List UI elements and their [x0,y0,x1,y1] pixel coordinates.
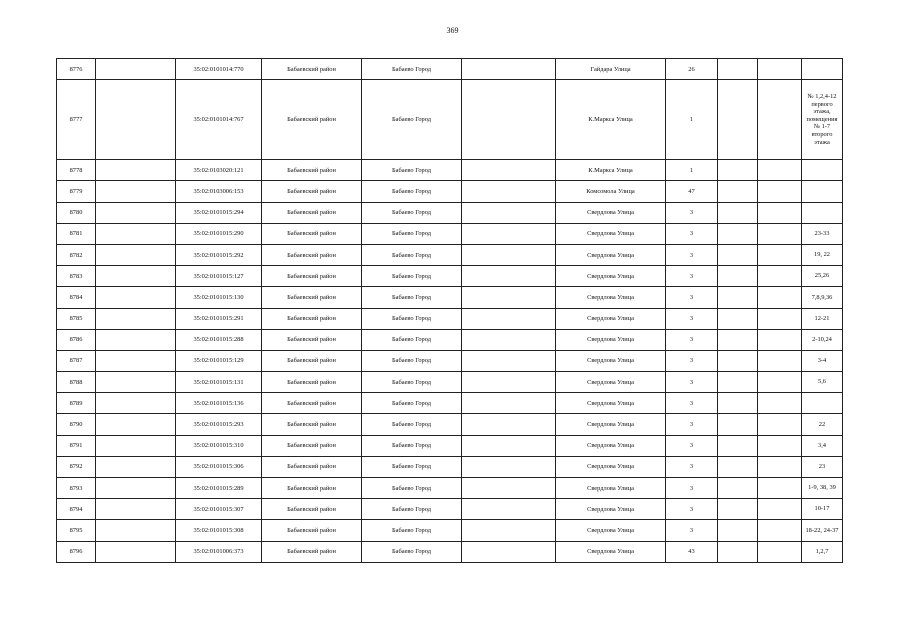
empty-cell [718,372,758,393]
empty-cell [462,202,556,223]
empty-cell [718,181,758,202]
house-number-cell: 3 [666,287,718,308]
premises-note-cell [802,202,843,223]
empty-cell [718,478,758,499]
row-number-cell: 8783 [57,266,96,287]
row-number-cell: 8780 [57,202,96,223]
empty-cell [718,287,758,308]
district-cell: Бабаевский район [262,329,362,350]
house-number-cell: 3 [666,372,718,393]
street-cell: Свердлова Улица [556,223,666,244]
premises-note-cell: 18-22, 24-37 [802,520,843,541]
house-number-cell: 3 [666,266,718,287]
table-row [57,244,843,265]
district-cell: Бабаевский район [262,266,362,287]
empty-cell [96,541,176,562]
table-row [57,541,843,562]
district-cell: Бабаевский район [262,541,362,562]
empty-cell [96,287,176,308]
house-number-cell: 47 [666,181,718,202]
empty-cell [718,223,758,244]
empty-cell [96,160,176,181]
premises-note-cell [802,393,843,414]
row-number-cell: 8794 [57,499,96,520]
premises-note-cell: 22 [802,414,843,435]
table-row [57,308,843,329]
table-row [57,80,843,160]
locality-cell: Бабаево Город [362,202,462,223]
table-row [57,181,843,202]
cadastral-number-cell: 35:02:0101015:306 [176,456,262,477]
row-number-cell: 8792 [57,456,96,477]
premises-note-cell: 23 [802,456,843,477]
row-number-cell: 8778 [57,160,96,181]
street-cell: Гайдара Улица [556,59,666,80]
empty-cell [96,181,176,202]
cadastral-number-cell: 35:02:0101014:770 [176,59,262,80]
empty-cell [758,80,802,160]
cadastral-number-cell: 35:02:0101015:308 [176,520,262,541]
cadastral-number-cell: 35:02:0101015:293 [176,414,262,435]
empty-cell [718,266,758,287]
table-row [57,372,843,393]
district-cell: Бабаевский район [262,393,362,414]
cadastral-number-cell: 35:02:0101015:136 [176,393,262,414]
district-cell: Бабаевский район [262,372,362,393]
row-number-cell: 8795 [57,520,96,541]
empty-cell [96,499,176,520]
locality-cell: Бабаево Город [362,414,462,435]
row-number-cell: 8787 [57,350,96,371]
district-cell: Бабаевский район [262,287,362,308]
empty-cell [96,223,176,244]
empty-cell [96,456,176,477]
street-cell: Свердлова Улица [556,287,666,308]
cadastral-number-cell: 35:02:0101015:131 [176,372,262,393]
table-row [57,59,843,80]
district-cell: Бабаевский район [262,59,362,80]
street-cell: Свердлова Улица [556,541,666,562]
empty-cell [758,160,802,181]
premises-note-cell: 1-9, 38, 39 [802,478,843,499]
empty-cell [718,520,758,541]
empty-cell [96,520,176,541]
cadastral-number-cell: 35:02:0101015:129 [176,350,262,371]
house-number-cell: 3 [666,329,718,350]
street-cell: Свердлова Улица [556,350,666,371]
district-cell: Бабаевский район [262,308,362,329]
house-number-cell: 3 [666,244,718,265]
empty-cell [462,308,556,329]
cadastral-number-cell: 35:02:0101015:127 [176,266,262,287]
empty-cell [96,244,176,265]
district-cell: Бабаевский район [262,478,362,499]
empty-cell [758,456,802,477]
premises-note-cell: 2-10,24 [802,329,843,350]
row-number-cell: 8785 [57,308,96,329]
locality-cell: Бабаево Город [362,478,462,499]
row-number-cell: 8793 [57,478,96,499]
empty-cell [758,414,802,435]
empty-cell [462,160,556,181]
house-number-cell: 3 [666,520,718,541]
empty-cell [718,414,758,435]
empty-cell [718,160,758,181]
street-cell: Свердлова Улица [556,478,666,499]
empty-cell [462,266,556,287]
row-number-cell: 8790 [57,414,96,435]
empty-cell [462,223,556,244]
cadastral-number-cell: 35:02:0101015:130 [176,287,262,308]
row-number-cell: 8796 [57,541,96,562]
cadastral-number-cell: 35:02:0101015:292 [176,244,262,265]
table-row [57,478,843,499]
locality-cell: Бабаево Город [362,287,462,308]
empty-cell [462,350,556,371]
empty-cell [462,414,556,435]
premises-note-cell: 25,26 [802,266,843,287]
empty-cell [96,414,176,435]
empty-cell [462,478,556,499]
street-cell: Свердлова Улица [556,520,666,541]
empty-cell [462,520,556,541]
locality-cell: Бабаево Город [362,160,462,181]
house-number-cell: 3 [666,435,718,456]
empty-cell [718,202,758,223]
street-cell: Свердлова Улица [556,499,666,520]
district-cell: Бабаевский район [262,499,362,520]
premises-note-cell: № 1,2,4-12 первого этажа, помещения № 1-7 второго этажа [802,80,843,160]
street-cell: Свердлова Улица [556,456,666,477]
empty-cell [718,329,758,350]
locality-cell: Бабаево Город [362,181,462,202]
premises-note-cell: 3,4 [802,435,843,456]
district-cell: Бабаевский район [262,435,362,456]
table-row [57,393,843,414]
empty-cell [96,80,176,160]
house-number-cell: 3 [666,350,718,371]
locality-cell: Бабаево Город [362,393,462,414]
row-number-cell: 8781 [57,223,96,244]
empty-cell [758,499,802,520]
house-number-cell: 3 [666,202,718,223]
empty-cell [758,520,802,541]
street-cell: Комсомола Улица [556,181,666,202]
house-number-cell: 3 [666,308,718,329]
empty-cell [96,202,176,223]
empty-cell [96,308,176,329]
table-row [57,414,843,435]
street-cell: Свердлова Улица [556,435,666,456]
empty-cell [758,308,802,329]
premises-note-cell: 7,8,9,36 [802,287,843,308]
premises-note-cell [802,59,843,80]
house-number-cell: 1 [666,160,718,181]
empty-cell [462,435,556,456]
row-number-cell: 8791 [57,435,96,456]
locality-cell: Бабаево Город [362,372,462,393]
street-cell: Свердлова Улица [556,266,666,287]
premises-note-cell: 3-4 [802,350,843,371]
empty-cell [462,244,556,265]
cadastral-number-cell: 35:02:0101015:290 [176,223,262,244]
empty-cell [758,435,802,456]
table-row [57,287,843,308]
street-cell: Свердлова Улица [556,202,666,223]
district-cell: Бабаевский район [262,456,362,477]
empty-cell [96,59,176,80]
house-number-cell: 1 [666,80,718,160]
row-number-cell: 8782 [57,244,96,265]
locality-cell: Бабаево Город [362,350,462,371]
empty-cell [462,372,556,393]
premises-note-cell: 23-33 [802,223,843,244]
empty-cell [718,435,758,456]
street-cell: Свердлова Улица [556,414,666,435]
empty-cell [758,202,802,223]
premises-note-cell: 19, 22 [802,244,843,265]
empty-cell [96,435,176,456]
table-row [57,329,843,350]
cadastral-number-cell: 35:02:0103006:153 [176,181,262,202]
empty-cell [96,478,176,499]
locality-cell: Бабаево Город [362,329,462,350]
empty-cell [462,456,556,477]
row-number-cell: 8788 [57,372,96,393]
locality-cell: Бабаево Город [362,435,462,456]
empty-cell [718,244,758,265]
empty-cell [462,59,556,80]
locality-cell: Бабаево Город [362,223,462,244]
street-cell: К.Маркса Улица [556,80,666,160]
locality-cell: Бабаево Город [362,59,462,80]
house-number-cell: 3 [666,499,718,520]
table-row [57,499,843,520]
cadastral-number-cell: 35:02:0101015:291 [176,308,262,329]
empty-cell [718,393,758,414]
empty-cell [462,499,556,520]
empty-cell [96,393,176,414]
empty-cell [96,266,176,287]
row-number-cell: 8777 [57,80,96,160]
empty-cell [718,350,758,371]
empty-cell [758,350,802,371]
house-number-cell: 3 [666,456,718,477]
cadastral-number-cell: 35:02:0101015:307 [176,499,262,520]
cadastral-number-cell: 35:02:0101015:294 [176,202,262,223]
table-row [57,435,843,456]
empty-cell [758,223,802,244]
empty-cell [462,287,556,308]
district-cell: Бабаевский район [262,414,362,435]
locality-cell: Бабаево Город [362,266,462,287]
cadastral-number-cell: 35:02:0101015:288 [176,329,262,350]
row-number-cell: 8784 [57,287,96,308]
empty-cell [718,308,758,329]
district-cell: Бабаевский район [262,80,362,160]
table-row [57,160,843,181]
cadastral-number-cell: 35:02:0103020:121 [176,160,262,181]
house-number-cell: 43 [666,541,718,562]
locality-cell: Бабаево Город [362,244,462,265]
premises-note-cell [802,181,843,202]
district-cell: Бабаевский район [262,181,362,202]
row-number-cell: 8789 [57,393,96,414]
empty-cell [758,478,802,499]
locality-cell: Бабаево Город [362,80,462,160]
empty-cell [758,541,802,562]
empty-cell [462,541,556,562]
locality-cell: Бабаево Город [362,499,462,520]
empty-cell [758,287,802,308]
district-cell: Бабаевский район [262,202,362,223]
premises-note-cell [802,160,843,181]
locality-cell: Бабаево Город [362,308,462,329]
empty-cell [758,181,802,202]
premises-note-cell: 5,6 [802,372,843,393]
empty-cell [718,59,758,80]
cadastral-number-cell: 35:02:0101015:289 [176,478,262,499]
row-number-cell: 8786 [57,329,96,350]
locality-cell: Бабаево Город [362,520,462,541]
street-cell: Свердлова Улица [556,244,666,265]
empty-cell [718,541,758,562]
street-cell: К.Маркса Улица [556,160,666,181]
locality-cell: Бабаево Город [362,541,462,562]
premises-note-cell: 12-21 [802,308,843,329]
table-row [57,350,843,371]
table-row [57,202,843,223]
cadastral-number-cell: 35:02:0101015:310 [176,435,262,456]
house-number-cell: 3 [666,393,718,414]
district-cell: Бабаевский район [262,223,362,244]
empty-cell [96,329,176,350]
premises-note-cell: 10-17 [802,499,843,520]
row-number-cell: 8779 [57,181,96,202]
house-number-cell: 3 [666,414,718,435]
locality-cell: Бабаево Город [362,456,462,477]
district-cell: Бабаевский район [262,160,362,181]
empty-cell [758,244,802,265]
empty-cell [462,393,556,414]
empty-cell [758,372,802,393]
street-cell: Свердлова Улица [556,329,666,350]
page-number: 369 [446,26,459,35]
empty-cell [758,266,802,287]
table-body [57,59,843,563]
street-cell: Свердлова Улица [556,393,666,414]
district-cell: Бабаевский район [262,520,362,541]
empty-cell [758,393,802,414]
empty-cell [462,80,556,160]
empty-cell [718,499,758,520]
cadastral-number-cell: 35:02:0101006:373 [176,541,262,562]
street-cell: Свердлова Улица [556,308,666,329]
empty-cell [96,372,176,393]
empty-cell [718,80,758,160]
table-row [57,520,843,541]
table-row [57,266,843,287]
empty-cell [462,329,556,350]
table-row [57,456,843,477]
property-registry-table [56,58,843,563]
cadastral-number-cell: 35:02:0101014:767 [176,80,262,160]
empty-cell [718,456,758,477]
district-cell: Бабаевский район [262,244,362,265]
premises-note-cell: 1,2,7 [802,541,843,562]
street-cell: Свердлова Улица [556,372,666,393]
empty-cell [758,59,802,80]
district-cell: Бабаевский район [262,350,362,371]
house-number-cell: 26 [666,59,718,80]
empty-cell [462,181,556,202]
table-row [57,223,843,244]
house-number-cell: 3 [666,223,718,244]
empty-cell [758,329,802,350]
empty-cell [96,350,176,371]
row-number-cell: 8776 [57,59,96,80]
house-number-cell: 3 [666,478,718,499]
